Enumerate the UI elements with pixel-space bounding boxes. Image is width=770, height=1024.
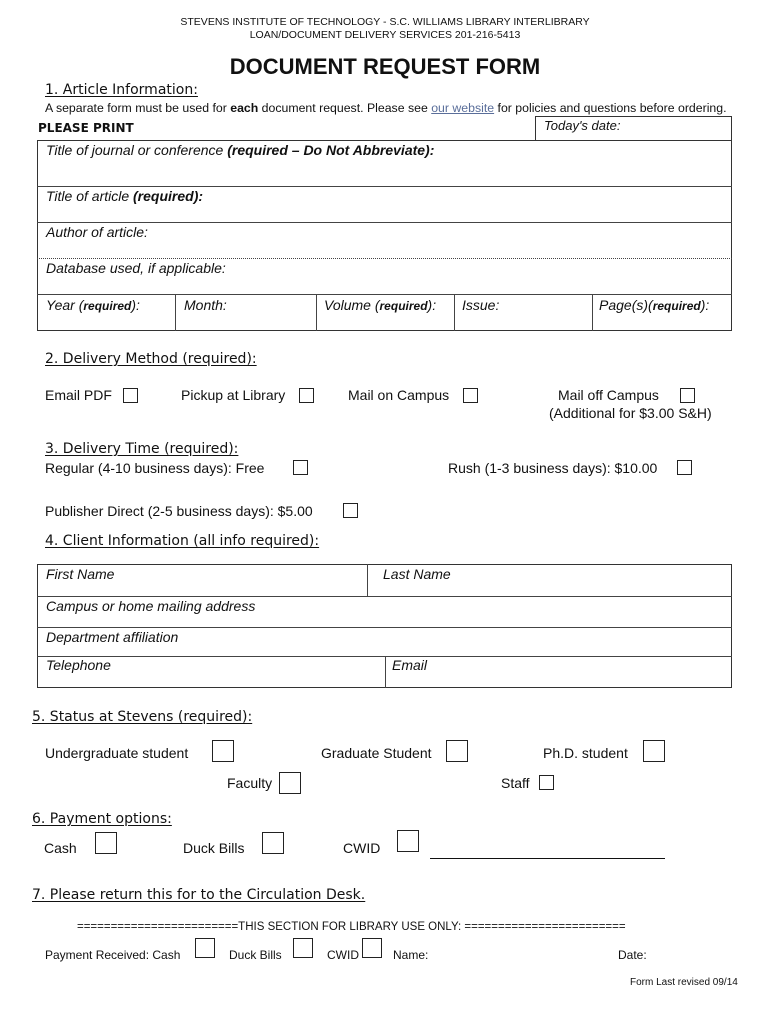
section-4-heading: 4. Client Information (all info required): bbox=[45, 533, 320, 549]
row-divider bbox=[37, 186, 732, 187]
address-field[interactable]: Campus or home mailing address bbox=[46, 598, 256, 614]
phd-checkbox[interactable] bbox=[643, 740, 665, 762]
todays-date-box[interactable] bbox=[535, 116, 732, 140]
regular-delivery-label: Regular (4-10 business days): Free bbox=[45, 460, 265, 476]
header-line-1: STEVENS INSTITUTE OF TECHNOLOGY - S.C. WILLIAMS LIBRARY INTERLIBRARY bbox=[180, 16, 590, 28]
cwid-entry-line[interactable] bbox=[430, 858, 665, 859]
year-field[interactable]: Year (required): bbox=[46, 297, 140, 313]
form-title: DOCUMENT REQUEST FORM bbox=[229, 54, 541, 79]
col-divider bbox=[592, 294, 593, 331]
graduate-label: Graduate Student bbox=[321, 745, 432, 761]
row-divider bbox=[37, 627, 732, 628]
section-5-heading: 5. Status at Stevens (required): bbox=[32, 709, 253, 725]
please-print: PLEASE PRINT bbox=[38, 121, 134, 135]
undergrad-checkbox[interactable] bbox=[212, 740, 234, 762]
article-title-field[interactable]: Title of article (required): bbox=[46, 188, 204, 204]
todays-date-label: Today's date: bbox=[544, 118, 621, 133]
form-revision-footer: Form Last revised 09/14 bbox=[630, 977, 738, 988]
faculty-label: Faculty bbox=[227, 775, 273, 791]
library-cwid-label: CWID bbox=[327, 948, 359, 962]
regular-delivery-checkbox[interactable] bbox=[293, 460, 308, 475]
staff-label: Staff bbox=[501, 775, 530, 791]
email-pdf-checkbox[interactable] bbox=[123, 388, 138, 403]
author-field[interactable]: Author of article: bbox=[46, 224, 148, 240]
library-name-label: Name: bbox=[393, 948, 429, 962]
section-1-heading: 1. Article Information: bbox=[45, 82, 198, 98]
col-divider bbox=[175, 294, 176, 331]
mail-campus-label: Mail on Campus bbox=[348, 387, 450, 403]
journal-title-field[interactable]: Title of journal or conference (required – Do Not Abbreviate): bbox=[46, 142, 435, 158]
volume-field[interactable]: Volume (required): bbox=[324, 297, 437, 313]
phd-label: Ph.D. student bbox=[543, 745, 628, 761]
library-use-banner: ========================THIS SECTION FOR LIBRARY USE ONLY: ======================== bbox=[77, 921, 626, 933]
section-3-heading: 3. Delivery Time (required): bbox=[45, 441, 239, 457]
email-field[interactable]: Email bbox=[392, 657, 428, 673]
library-duck-bills-checkbox[interactable] bbox=[293, 938, 313, 958]
publisher-direct-checkbox[interactable] bbox=[343, 503, 358, 518]
pages-field[interactable]: Page(s)(required): bbox=[599, 297, 710, 313]
undergrad-label: Undergraduate student bbox=[45, 745, 189, 761]
cwid-label: CWID bbox=[343, 840, 381, 856]
library-duck-bills-label: Duck Bills bbox=[229, 948, 282, 962]
section-2-heading: 2. Delivery Method (required): bbox=[45, 351, 257, 367]
email-pdf-label: Email PDF bbox=[45, 387, 112, 403]
section-6-heading: 6. Payment options: bbox=[32, 811, 172, 827]
first-name-field[interactable]: First Name bbox=[46, 566, 115, 582]
return-note: 7. Please return this for to the Circulation Desk. bbox=[32, 887, 366, 903]
graduate-checkbox[interactable] bbox=[446, 740, 468, 762]
row-divider bbox=[37, 596, 732, 597]
row-divider bbox=[37, 258, 732, 259]
publisher-direct-label: Publisher Direct (2-5 business days): $5.00 bbox=[45, 503, 313, 519]
duck-bills-checkbox[interactable] bbox=[262, 832, 284, 854]
last-name-field[interactable]: Last Name bbox=[383, 566, 451, 582]
payment-received-cash-label: Payment Received: Cash bbox=[45, 948, 181, 962]
header-line-2: LOAN/DOCUMENT DELIVERY SERVICES 201-216-5413 bbox=[249, 29, 521, 41]
database-field[interactable]: Database used, if applicable: bbox=[46, 260, 226, 276]
payment-received-cash-checkbox[interactable] bbox=[195, 938, 215, 958]
duck-bills-label: Duck Bills bbox=[183, 840, 245, 856]
month-field[interactable]: Month: bbox=[184, 297, 227, 313]
cash-label: Cash bbox=[44, 840, 77, 856]
rush-delivery-checkbox[interactable] bbox=[677, 460, 692, 475]
department-field[interactable]: Department affiliation bbox=[46, 629, 179, 645]
mail-off-campus-note: (Additional for $3.00 S&H) bbox=[549, 405, 712, 421]
col-divider bbox=[454, 294, 455, 331]
mail-campus-checkbox[interactable] bbox=[463, 388, 478, 403]
rush-delivery-label: Rush (1-3 business days): $10.00 bbox=[448, 460, 658, 476]
faculty-checkbox[interactable] bbox=[279, 772, 301, 794]
row-divider bbox=[37, 294, 732, 295]
col-divider bbox=[367, 564, 368, 596]
cash-checkbox[interactable] bbox=[95, 832, 117, 854]
mail-off-campus-checkbox[interactable] bbox=[680, 388, 695, 403]
telephone-field[interactable]: Telephone bbox=[46, 657, 111, 673]
library-cwid-checkbox[interactable] bbox=[362, 938, 382, 958]
staff-checkbox[interactable] bbox=[539, 775, 554, 790]
website-link[interactable]: our website bbox=[431, 101, 495, 115]
row-divider bbox=[37, 222, 732, 223]
mail-off-campus-label: Mail off Campus bbox=[558, 387, 659, 403]
pickup-label: Pickup at Library bbox=[181, 387, 286, 403]
article-intro: A separate form must be used for each document request. Please see our website for policies and questions before ordering. bbox=[45, 101, 727, 115]
col-divider bbox=[316, 294, 317, 331]
issue-field[interactable]: Issue: bbox=[462, 297, 500, 313]
cwid-checkbox[interactable] bbox=[397, 830, 419, 852]
pickup-checkbox[interactable] bbox=[299, 388, 314, 403]
library-date-label: Date: bbox=[618, 948, 647, 962]
col-divider bbox=[385, 656, 386, 688]
